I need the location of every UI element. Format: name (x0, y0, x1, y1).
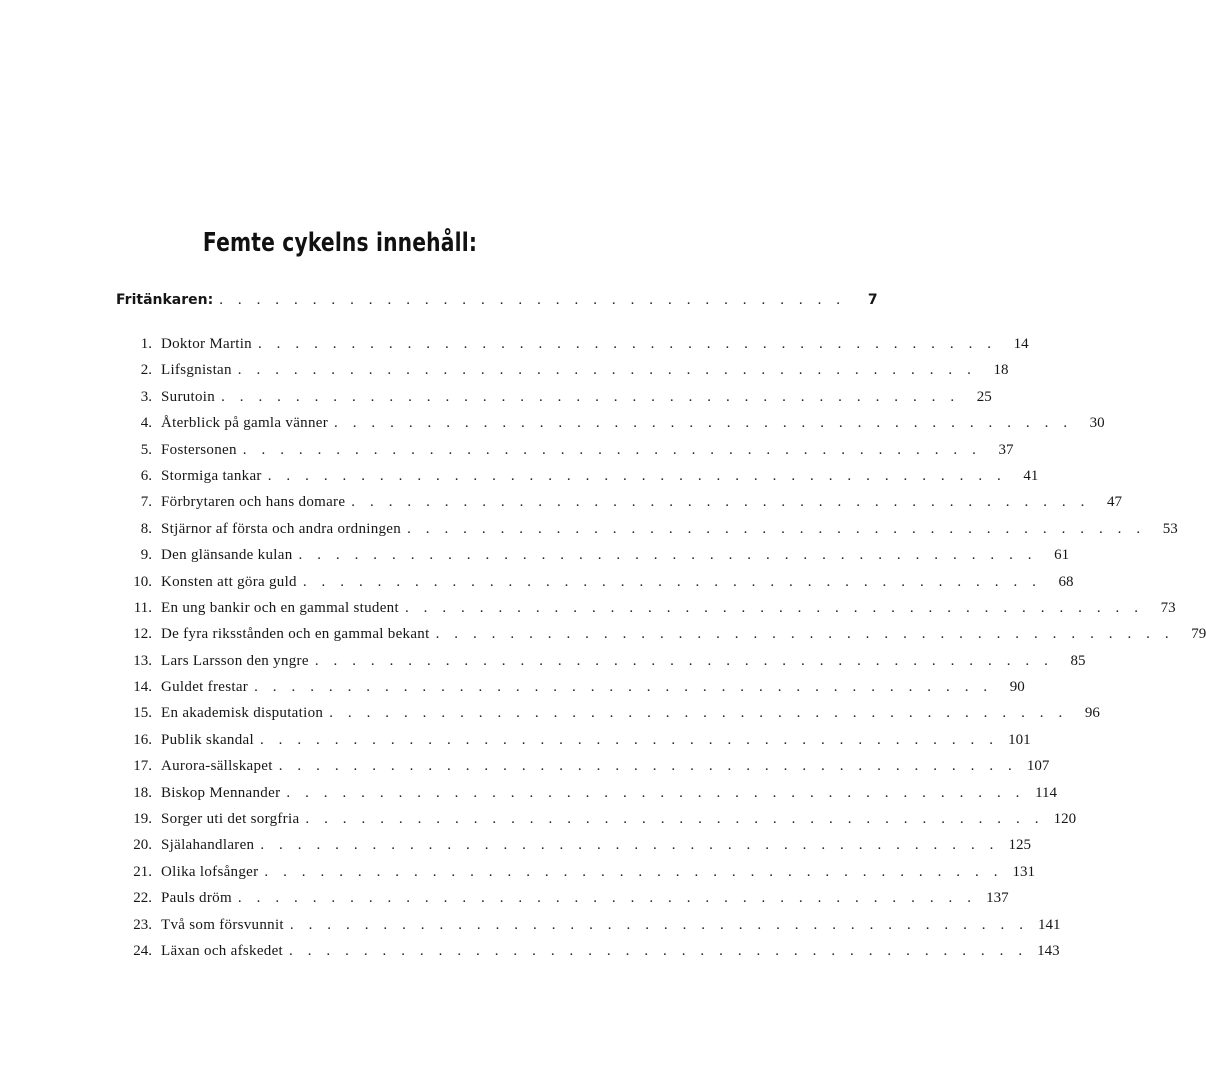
toc-row (116, 890, 1009, 916)
chapter-number: 1. (140, 336, 152, 352)
dot-leader: . . . . . . . . . . . . . . . . . . . . . . . . . . . . . . . . . . . . . . . . (264, 863, 1004, 880)
toc-row (116, 837, 1031, 863)
chapter-number: 5. (140, 441, 152, 458)
chapter-page-number: 90 (1009, 679, 1025, 696)
chapter-title: Lifsgnistan (161, 362, 232, 379)
dot-leader: . . . . . . . . . . . . . . . . . . . . . . . . . . . . . . . . . . . . . . . . (237, 362, 977, 379)
dot-leader: . . . . . . . . . . . . . . . . . . . . . . . . . . . . . . . . . . . . . . . . (404, 599, 1144, 616)
toc-row (116, 573, 1074, 600)
chapter-title: Olika lofsånger (161, 863, 259, 880)
chapter-number: 2. (140, 362, 152, 379)
chapter-page-number: 101 (1008, 731, 1031, 748)
chapter-page-number: 47 (1106, 494, 1122, 511)
dot-leader: . . . . . . . . . . . . . . . . . . . . . . . . . . . . . . . . . . . . . . . . (302, 573, 1042, 590)
chapter-number: 12. (133, 626, 152, 643)
toc-row (116, 916, 1061, 943)
dot-leader: . . . . . . . . . . . . . . . . . . . . . . . . . . . . . . . . . . . . . . . . (289, 942, 1028, 959)
dot-leader: . . . . . . . . . . . . . . . . . . . . . . . . . . . . . . . . . . . . . . . . (260, 837, 999, 854)
chapter-title: Själahandlaren (161, 837, 255, 854)
chapter-number: 7. (140, 494, 152, 511)
chapter-title: Pauls dröm (161, 890, 232, 907)
chapter-number: 17. (133, 758, 152, 775)
chapter-page-number: 79 (1191, 626, 1206, 643)
dot-leader: . . . . . . . . . . . . . . . . . . . . . . . . . . . . . . . . . . . . . . . . (435, 626, 1175, 643)
chapter-number: 8. (140, 520, 152, 537)
dot-leader: . . . . . . . . . . . . . . . . . . . . . . . . . . . . . . . . . . . . . . . . (298, 547, 1038, 564)
toc-intro-page: 7 (867, 292, 878, 308)
chapter-title: Två som försvunnit (161, 916, 284, 933)
toc-row (116, 863, 1036, 890)
toc-row (116, 811, 1077, 837)
chapter-title: Läxan och afskedet (161, 942, 284, 959)
chapter-page-number: 53 (1162, 520, 1178, 537)
toc-intro-title: Fritänkaren: (116, 292, 214, 308)
chapter-page-number: 143 (1037, 942, 1060, 959)
chapter-number: 16. (133, 731, 152, 748)
dot-leader: . . . . . . . . . . . . . . . . . . . . . . . . . . . . . . . . . . . . . . . . (254, 679, 993, 696)
chapter-number: 21. (133, 863, 152, 880)
chapter-number: 6. (140, 467, 152, 484)
chapter-page-number: 37 (998, 441, 1014, 458)
chapter-title: En akademisk disputation (161, 705, 324, 722)
toc-row (116, 942, 1060, 969)
chapter-title: Sorger uti det sorgfria (161, 811, 300, 828)
chapter-page-number: 25 (976, 388, 992, 405)
toc-row (116, 679, 1025, 705)
toc-row (116, 547, 1070, 573)
toc-intro-row (116, 292, 878, 336)
chapter-page-number: 73 (1160, 599, 1176, 616)
toc-row (116, 467, 1039, 494)
toc-row (116, 336, 1029, 362)
chapter-page-number: 107 (1026, 758, 1050, 775)
chapter-title: Guldet frestar (161, 679, 249, 696)
chapter-page-number: 30 (1089, 415, 1105, 432)
chapter-number: 20. (133, 837, 152, 854)
chapter-number: 14. (133, 679, 152, 696)
chapter-number: 24. (133, 942, 152, 959)
toc-row (116, 362, 1009, 388)
chapter-number: 11. (133, 599, 152, 616)
toc-row (116, 415, 1105, 441)
toc-row (116, 731, 1031, 758)
chapter-page-number: 114 (1035, 784, 1058, 801)
chapter-title: Stormiga tankar (161, 467, 262, 484)
chapter-number: 3. (140, 388, 152, 405)
dot-leader: . . . . . . . . . . . . . . . . . . . . . . . . . . . . . . . . . . . . . . . . (289, 916, 1029, 933)
toc-row (116, 758, 1050, 784)
chapter-number: 9. (140, 547, 152, 564)
chapter-page-number: 85 (1070, 652, 1086, 669)
chapter-page-number: 96 (1084, 705, 1100, 722)
chapter-page-number: 61 (1054, 547, 1070, 564)
chapter-page-number: 131 (1012, 863, 1036, 880)
chapter-number: 4. (140, 415, 152, 432)
dot-leader: . . . . . . . . . . . . . . . . . . . . . . . . . . . . . . . . . . . . . . . . (329, 705, 1068, 722)
chapter-page-number: 137 (986, 890, 1009, 907)
dot-leader: . . . . . . . . . . . . . . . . . . . . . . . . . . . . . . . . . . . . . . . . (305, 811, 1045, 828)
chapter-title: Förbrytaren och hans domare (161, 494, 346, 511)
chapter-number: 22. (133, 890, 152, 907)
dot-leader: . . . . . . . . . . . . . . . . . . . . . . . . . . . . . . . . . . . . . . . . (407, 520, 1146, 537)
chapter-title: Lars Larsson den yngre (161, 652, 309, 669)
chapter-page-number: 14 (1013, 336, 1029, 352)
chapter-title: De fyra riksstånden och en gammal bekant (161, 626, 430, 643)
chapter-title: Aurora-sällskapet (161, 758, 273, 775)
chapter-title: Konsten att göra guld (161, 573, 297, 590)
dot-leader: . . . . . . . . . . . . . . . . . . . . . . . . . . . . . . . . . . . . . . . . (314, 652, 1054, 669)
chapter-title: Stjärnor af första och andra ordningen (161, 520, 402, 537)
chapter-title: Doktor Martin (161, 336, 252, 352)
chapter-page-number: 120 (1053, 811, 1077, 828)
chapter-number: 13. (133, 652, 152, 669)
chapter-title: Biskop Mennander (161, 784, 281, 801)
dot-leader: . . . . . . . . . . . . . . . . . . . . . . . . . . . . . . . . . . . . . . . . (221, 388, 960, 405)
dot-leader: . . . . . . . . . . . . . . . . . . . . . . . . . . . . . . . . . . . . . . . . (286, 784, 1026, 801)
chapter-list (116, 336, 1206, 969)
chapter-number: 23. (133, 916, 152, 933)
dot-leader: . . . . . . . . . . . . . . . . . . . . . . . . . . . . . . . . . . . . . . . . (278, 758, 1018, 775)
toc-row (116, 494, 1122, 520)
chapter-number: 10. (133, 573, 152, 590)
dot-leader: . . . . . . . . . . . . . . . . . . . . . . . . . . . . . . . . . . . . . . . . (257, 336, 997, 352)
dot-leader: . . . . . . . . . . . . . . . . . . . . . . . . . . . . . . . . . . (219, 292, 846, 308)
chapter-page-number: 141 (1038, 916, 1061, 933)
page-title: Femte cykelns innehåll: (202, 228, 478, 258)
chapter-title: Surutoin (161, 388, 216, 405)
chapter-page-number: 18 (993, 362, 1009, 379)
dot-leader: . . . . . . . . . . . . . . . . . . . . . . . . . . . . . . . . . . . . . . . . (351, 494, 1090, 511)
dot-leader: . . . . . . . . . . . . . . . . . . . . . . . . . . . . . . . . . . . . . . . . (267, 467, 1007, 484)
toc-row (116, 626, 1206, 652)
chapter-title: Den glänsande kulan (161, 547, 293, 564)
dot-leader: . . . . . . . . . . . . . . . . . . . . . . . . . . . . . . . . . . . . . . . . (242, 441, 982, 458)
chapter-page-number: 125 (1008, 837, 1031, 854)
toc-row (116, 599, 1176, 626)
dot-leader: . . . . . . . . . . . . . . . . . . . . . . . . . . . . . . . . . . . . . . . . (237, 890, 977, 907)
chapter-title: Återblick på gamla vänner (161, 415, 329, 432)
toc-row (116, 441, 1014, 468)
chapter-number: 18. (133, 784, 152, 801)
toc-row (116, 388, 992, 415)
toc-row (116, 652, 1086, 679)
chapter-number: 15. (133, 705, 152, 722)
chapter-page-number: 41 (1023, 467, 1039, 484)
dot-leader: . . . . . . . . . . . . . . . . . . . . . . . . . . . . . . . . . . . . . . . . (259, 731, 999, 748)
dot-leader: . . . . . . . . . . . . . . . . . . . . . . . . . . . . . . . . . . . . . . . . (334, 415, 1073, 432)
toc-row (116, 784, 1058, 811)
chapter-page-number: 68 (1058, 573, 1074, 590)
toc-row (116, 520, 1178, 547)
toc-row (116, 705, 1100, 731)
chapter-title: Fostersonen (161, 441, 237, 458)
table-of-contents (116, 292, 1206, 969)
chapter-number: 19. (133, 811, 152, 828)
chapter-title: Publik skandal (161, 731, 254, 748)
chapter-title: En ung bankir och en gammal student (161, 599, 399, 616)
